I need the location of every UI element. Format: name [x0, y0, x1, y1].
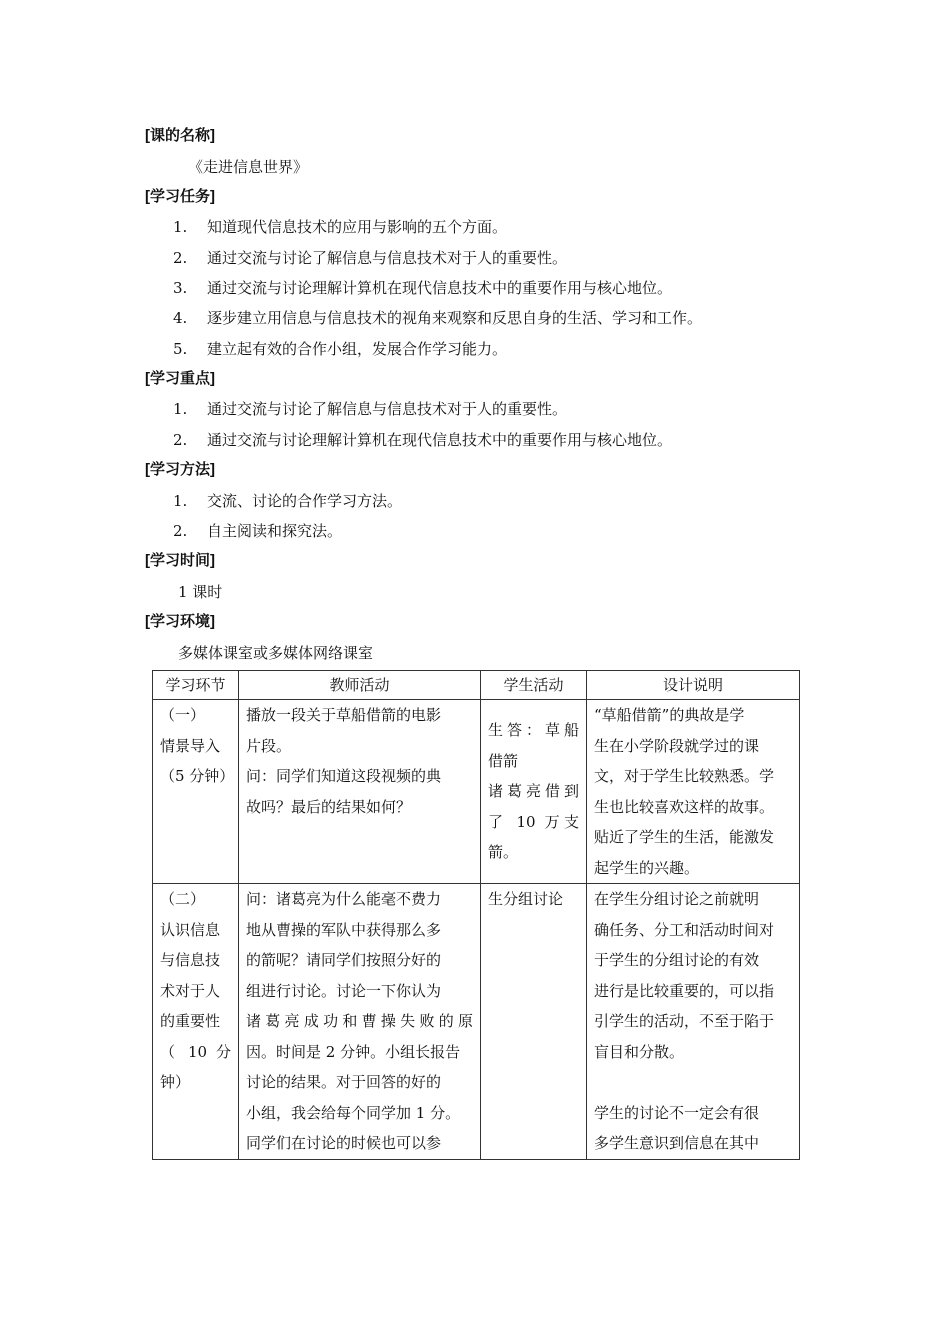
design-cell: 在学生分组讨论之前就明 确任务、分工和活动时间对 于学生的分组讨论的有效 进行是比较重要的，可以指 引学生的活动，不至于陷于 盲目和分散。 学生的讨论不一定会有很 多学生意识到信息在其中: [587, 884, 800, 1160]
method-item: 2. 自主阅读和探究法。: [173, 522, 343, 540]
design-cell: “草船借箭”的典故是学 生在小学阶段就学过的课 文，对于学生比较熟悉。学 生也比较喜欢这样的故事。 贴近了学生的生活，能激发 起学生的兴趣。: [587, 700, 800, 884]
teacher-cell: 问：诸葛亮为什么能毫不费力 地从曹操的军队中获得那么多 的箭呢？请同学们按照分好的 组进行讨论。讨论一下你认为 诸葛亮成功和曹操失败的原 因。时间是 2 分钟。小组长报告 讨论的结果。对于回答的好的 小组，我会给每个同学加 1 分。 同学们在讨论的时候也可以参: [239, 884, 481, 1160]
teacher-cell: 播放一段关于草船借箭的电影 片段。 问：同学们知道这段视频的典 故吗？最后的结果如何？: [239, 700, 481, 884]
course-name-text: 《走进信息世界》: [188, 158, 309, 176]
environment-text: 多媒体课室或多媒体网络课室: [178, 644, 374, 662]
heading-environment: [学习环境]: [145, 613, 215, 630]
heading-time: [学习时间]: [145, 552, 215, 569]
table-row: [153, 700, 800, 884]
lesson-plan-table: [152, 670, 800, 1160]
time-text: 1 课时: [178, 583, 223, 601]
table-header-row: [153, 671, 800, 700]
task-item: 2. 通过交流与讨论了解信息与信息技术对于人的重要性。: [173, 249, 568, 267]
heading-course-name: [课的名称]: [145, 127, 215, 144]
header-design: 设计说明: [587, 671, 800, 700]
task-item: 5. 建立起有效的合作小组，发展合作学习能力。: [173, 340, 508, 358]
header-teacher: 教师活动: [239, 671, 481, 700]
focus-item: 2. 通过交流与讨论理解计算机在现代信息技术中的重要作用与核心地位。: [173, 431, 673, 449]
header-student: 学生活动: [481, 671, 587, 700]
heading-methods: [学习方法]: [145, 461, 215, 478]
stage-cell: （一） 情景导入 （5 分钟）: [153, 700, 239, 884]
student-cell: 生分组讨论: [481, 884, 587, 1160]
stage-cell: （二） 认识信息 与信息技 术对于人 的重要性 （ 10 分 钟）: [153, 884, 239, 1160]
heading-tasks: [学习任务]: [145, 188, 215, 205]
focus-item: 1. 通过交流与讨论了解信息与信息技术对于人的重要性。: [173, 400, 568, 418]
student-cell: 生答：草船 借箭 诸葛亮借到 了 10 万支 箭。: [481, 700, 587, 884]
table-row: [153, 884, 800, 1160]
task-item: 4. 逐步建立用信息与信息技术的视角来观察和反思自身的生活、学习和工作。: [173, 309, 703, 327]
blank-line: [594, 1067, 792, 1098]
task-item: 3. 通过交流与讨论理解计算机在现代信息技术中的重要作用与核心地位。: [173, 279, 673, 297]
heading-focus: [学习重点]: [145, 370, 215, 387]
header-stage: 学习环节: [153, 671, 239, 700]
task-item: 1. 知道现代信息技术的应用与影响的五个方面。: [173, 218, 508, 236]
method-item: 1. 交流、讨论的合作学习方法。: [173, 492, 403, 510]
